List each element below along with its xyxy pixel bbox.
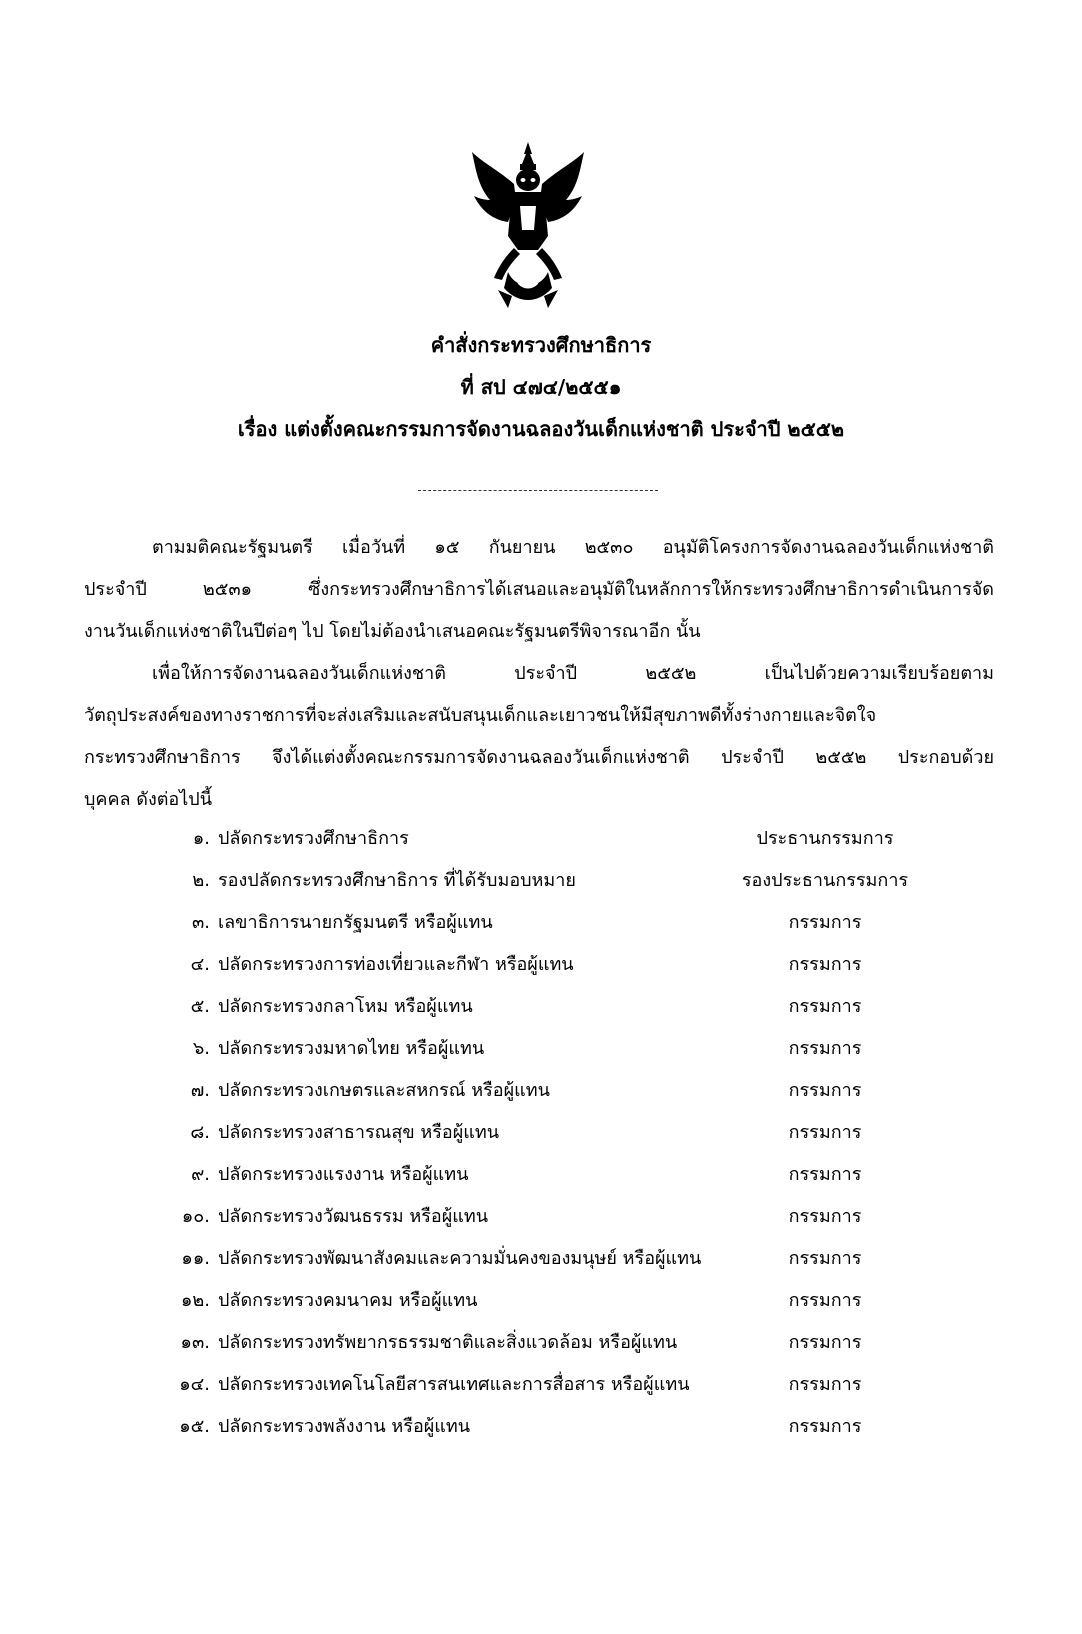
list-item [0, 948, 1082, 982]
item-number: ๔. [190, 954, 210, 975]
list-item [0, 1326, 1082, 1360]
member-position: ปลัดกระทรวงเกษตรและสหกรณ์ หรือผู้แทน [218, 1080, 550, 1101]
order-number: ที่ สป ๔๗๔/๒๕๕๑ [460, 375, 622, 399]
paragraph-1-line: ตามมติคณะรัฐมนตรี เมื่อวันที่ ๑๕ กันยายน ๒๕๓๐ อนุมัติโครงการจัดงานฉลองวันเด็กแห่งชาติ [152, 537, 994, 558]
paragraph-1-line: งานวันเด็กแห่งชาติในปีต่อๆ ไป โดยไม่ต้องนำเสนอคณะรัฐมนตรีพิจารณาอีก นั้น [84, 621, 701, 642]
item-number: ๓. [191, 912, 210, 933]
list-item [0, 822, 1082, 856]
member-role: กรรมการ [788, 1332, 862, 1353]
list-item [0, 1410, 1082, 1444]
item-number: ๑๔. [179, 1374, 210, 1395]
member-role: กรรมการ [788, 1122, 862, 1143]
member-position: ปลัดกระทรวงศึกษาธิการ [218, 828, 409, 849]
item-number: ๒. [192, 870, 210, 891]
member-role: กรรมการ [788, 912, 862, 933]
item-number: ๑๐. [181, 1206, 210, 1227]
separator-line [418, 490, 658, 491]
member-position: รองปลัดกระทรวงศึกษาธิการ ที่ได้รับมอบหมาย [218, 870, 576, 891]
member-position: เลขาธิการนายกรัฐมนตรี หรือผู้แทน [218, 912, 493, 933]
item-number: ๕. [190, 996, 210, 1017]
item-number: ๑. [192, 828, 210, 849]
list-item [0, 1368, 1082, 1402]
member-position: ปลัดกระทรวงพัฒนาสังคมและความมั่นคงของมนุษย์ หรือผู้แทน [218, 1248, 702, 1269]
garuda-emblem-icon [468, 140, 588, 310]
list-item [0, 1074, 1082, 1108]
member-position: ปลัดกระทรวงมหาดไทย หรือผู้แทน [218, 1038, 485, 1059]
member-role: กรรมการ [788, 1038, 862, 1059]
member-position: ปลัดกระทรวงวัฒนธรรม หรือผู้แทน [218, 1206, 489, 1227]
item-number: ๑๒. [180, 1290, 210, 1311]
item-number: ๑๕. [179, 1416, 210, 1437]
list-item [0, 1032, 1082, 1066]
list-item [0, 906, 1082, 940]
paragraph-2-line: บุคคล ดังต่อไปนี้ [84, 789, 213, 810]
member-role: กรรมการ [788, 1290, 862, 1311]
member-position: ปลัดกระทรวงทรัพยากรธรรมชาติและสิ่งแวดล้อม หรือผู้แทน [218, 1332, 678, 1353]
list-item [0, 1158, 1082, 1192]
paragraph-1-line: ประจำปี ๒๕๓๑ ซึ่งกระทรวงศึกษาธิการได้เสนอและอนุมัติในหลักการให้กระทรวงศึกษาธิการดำเนินการจัด [84, 579, 994, 600]
member-position: ปลัดกระทรวงสาธารณสุข หรือผู้แทน [218, 1122, 500, 1143]
list-item [0, 1242, 1082, 1276]
item-number: ๖. [192, 1038, 210, 1059]
member-position: ปลัดกระทรวงกลาโหม หรือผู้แทน [218, 996, 473, 1017]
member-position: ปลัดกระทรวงการท่องเที่ยวและกีฬา หรือผู้แทน [218, 954, 574, 975]
item-number: ๑๑. [181, 1248, 210, 1269]
order-subject: เรื่อง แต่งตั้งคณะกรรมการจัดงานฉลองวันเด็กแห่งชาติ ประจำปี ๒๕๕๒ [237, 417, 845, 441]
member-role: กรรมการ [788, 1206, 862, 1227]
member-position: ปลัดกระทรวงเทคโนโลยีสารสนเทศและการสื่อสาร หรือผู้แทน [218, 1374, 690, 1395]
member-position: ปลัดกระทรวงแรงงาน หรือผู้แทน [218, 1164, 469, 1185]
member-role: รองประธานกรรมการ [741, 870, 909, 891]
item-number: ๑๓. [180, 1332, 210, 1353]
paragraph-2-line: เพื่อให้การจัดงานฉลองวันเด็กแห่งชาติ ประจำปี ๒๕๕๒ เป็นไปด้วยความเรียบร้อยตาม [152, 663, 994, 684]
paragraph-2-line: กระทรวงศึกษาธิการ จึงได้แต่งตั้งคณะกรรมการจัดงานฉลองวันเด็กแห่งชาติ ประจำปี ๒๕๕๒ ประกอบด้วย [84, 747, 994, 768]
item-number: ๗. [190, 1080, 210, 1101]
list-item [0, 864, 1082, 898]
member-role: กรรมการ [788, 1080, 862, 1101]
list-item [0, 1200, 1082, 1234]
member-position: ปลัดกระทรวงคมนาคม หรือผู้แทน [218, 1290, 478, 1311]
member-role: กรรมการ [788, 1416, 862, 1437]
member-role: กรรมการ [788, 954, 862, 975]
list-item [0, 1284, 1082, 1318]
member-role: กรรมการ [788, 1248, 862, 1269]
item-number: ๘. [190, 1122, 210, 1143]
order-title: คำสั่งกระทรวงศึกษาธิการ [430, 333, 652, 357]
member-role: กรรมการ [788, 1164, 862, 1185]
member-role: กรรมการ [788, 996, 862, 1017]
paragraph-2-line: วัตถุประสงค์ของทางราชการที่จะส่งเสริมและสนับสนุนเด็กและเยาวชนให้มีสุขภาพดีทั้งร่างกายและจิตใจ [84, 705, 877, 726]
list-item [0, 990, 1082, 1024]
member-role: ประธานกรรมการ [756, 828, 894, 849]
list-item [0, 1116, 1082, 1150]
member-position: ปลัดกระทรวงพลังงาน หรือผู้แทน [218, 1416, 471, 1437]
item-number: ๙. [191, 1164, 210, 1185]
member-role: กรรมการ [788, 1374, 862, 1395]
